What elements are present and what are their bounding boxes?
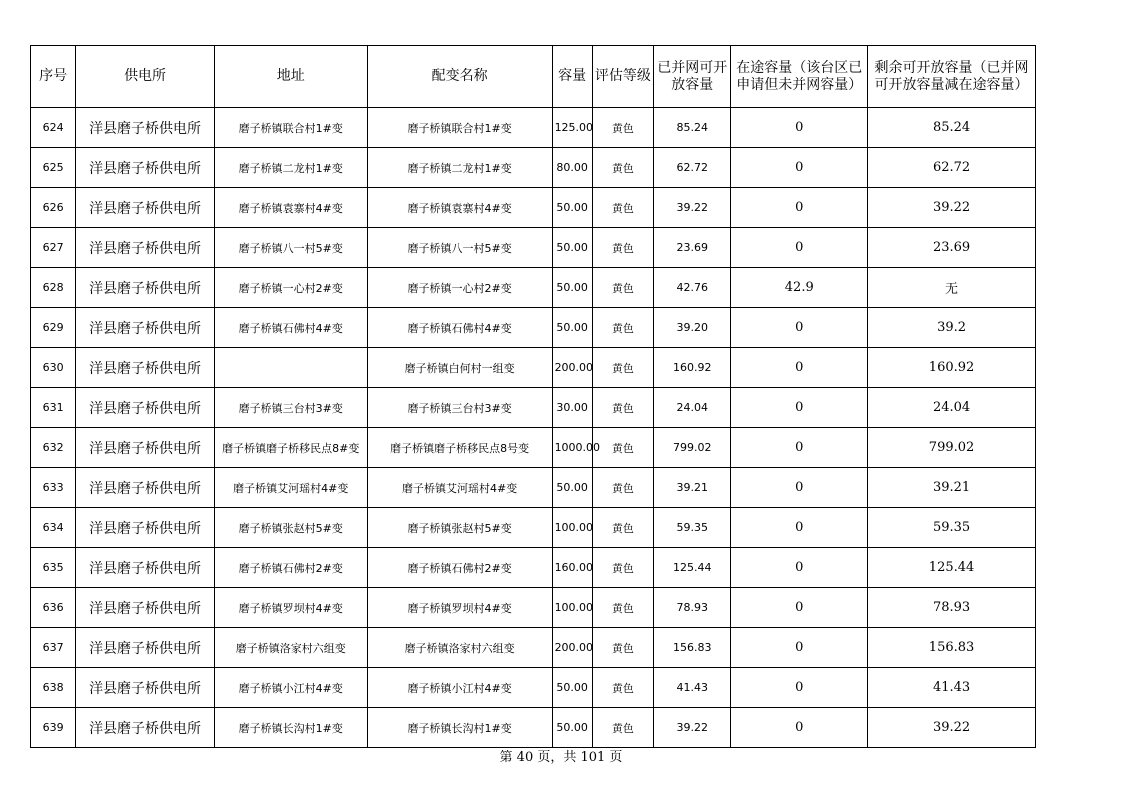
- cell-transformer-name: 磨子桥镇磨子桥移民点8号变: [367, 428, 552, 468]
- cell-office: 洋县磨子桥供电所: [76, 548, 215, 588]
- table-row: [31, 628, 1036, 668]
- cell-transformer-name: 磨子桥镇洛家村六组变: [367, 628, 552, 668]
- cell-transit-capacity: 0: [731, 148, 868, 188]
- cell-address: 磨子桥镇石佛村4#变: [214, 308, 367, 348]
- cell-remaining-capacity: 85.24: [868, 108, 1036, 148]
- cell-remaining-capacity: 23.69: [868, 228, 1036, 268]
- header-open-capacity: 已并网可开放容量: [654, 46, 731, 108]
- cell-office: 洋县磨子桥供电所: [76, 468, 215, 508]
- cell-open-capacity: 62.72: [654, 148, 731, 188]
- cell-open-capacity: 59.35: [654, 508, 731, 548]
- cell-address: 磨子桥镇罗坝村4#变: [214, 588, 367, 628]
- cell-open-capacity: 39.20: [654, 308, 731, 348]
- cell-office: 洋县磨子桥供电所: [76, 508, 215, 548]
- cell-remaining-capacity: 无: [868, 268, 1036, 308]
- cell-remaining-capacity: 156.83: [868, 628, 1036, 668]
- cell-capacity: 200.00: [552, 348, 592, 388]
- cell-office: 洋县磨子桥供电所: [76, 388, 215, 428]
- cell-grade: 黄色: [592, 468, 653, 508]
- table-header-row: [31, 46, 1036, 108]
- cell-open-capacity: 24.04: [654, 388, 731, 428]
- cell-serial: 629: [31, 308, 76, 348]
- header-office: 供电所: [76, 46, 215, 108]
- cell-open-capacity: 78.93: [654, 588, 731, 628]
- cell-capacity: 50.00: [552, 668, 592, 708]
- cell-remaining-capacity: 39.22: [868, 188, 1036, 228]
- cell-transit-capacity: 0: [731, 228, 868, 268]
- cell-office: 洋县磨子桥供电所: [76, 268, 215, 308]
- cell-grade: 黄色: [592, 308, 653, 348]
- cell-transit-capacity: 0: [731, 348, 868, 388]
- cell-transit-capacity: 0: [731, 628, 868, 668]
- cell-capacity: 200.00: [552, 628, 592, 668]
- cell-grade: 黄色: [592, 148, 653, 188]
- cell-open-capacity: 41.43: [654, 668, 731, 708]
- cell-grade: 黄色: [592, 708, 653, 748]
- cell-address: 磨子桥镇长沟村1#变: [214, 708, 367, 748]
- cell-office: 洋县磨子桥供电所: [76, 348, 215, 388]
- cell-transit-capacity: 0: [731, 468, 868, 508]
- cell-transformer-name: 磨子桥镇二龙村1#变: [367, 148, 552, 188]
- cell-open-capacity: 156.83: [654, 628, 731, 668]
- cell-grade: 黄色: [592, 668, 653, 708]
- table-row: [31, 708, 1036, 748]
- cell-open-capacity: 42.76: [654, 268, 731, 308]
- cell-transformer-name: 磨子桥镇石佛村2#变: [367, 548, 552, 588]
- cell-transit-capacity: 42.9: [731, 268, 868, 308]
- cell-transformer-name: 磨子桥镇小江村4#变: [367, 668, 552, 708]
- cell-transit-capacity: 0: [731, 708, 868, 748]
- cell-office: 洋县磨子桥供电所: [76, 108, 215, 148]
- header-transformer-name: 配变名称: [367, 46, 552, 108]
- cell-grade: 黄色: [592, 268, 653, 308]
- header-transit-capacity: 在途容量（该台区已申请但未并网容量）: [731, 46, 868, 108]
- cell-office: 洋县磨子桥供电所: [76, 228, 215, 268]
- cell-address: 磨子桥镇联合村1#变: [214, 108, 367, 148]
- cell-serial: 628: [31, 268, 76, 308]
- cell-grade: 黄色: [592, 548, 653, 588]
- table-row: [31, 348, 1036, 388]
- cell-transformer-name: 磨子桥镇艾河瑶村4#变: [367, 468, 552, 508]
- cell-serial: 638: [31, 668, 76, 708]
- cell-open-capacity: 39.22: [654, 708, 731, 748]
- cell-grade: 黄色: [592, 188, 653, 228]
- cell-address: 磨子桥镇洛家村六组变: [214, 628, 367, 668]
- cell-address: 磨子桥镇八一村5#变: [214, 228, 367, 268]
- cell-office: 洋县磨子桥供电所: [76, 308, 215, 348]
- table-row: [31, 428, 1036, 468]
- table-row: [31, 508, 1036, 548]
- cell-open-capacity: 799.02: [654, 428, 731, 468]
- header-serial: 序号: [31, 46, 76, 108]
- cell-remaining-capacity: 125.44: [868, 548, 1036, 588]
- cell-serial: 625: [31, 148, 76, 188]
- cell-grade: 黄色: [592, 508, 653, 548]
- cell-serial: 631: [31, 388, 76, 428]
- cell-transformer-name: 磨子桥镇袁寨村4#变: [367, 188, 552, 228]
- cell-office: 洋县磨子桥供电所: [76, 708, 215, 748]
- cell-capacity: 100.00: [552, 508, 592, 548]
- cell-capacity: 30.00: [552, 388, 592, 428]
- table-row: [31, 548, 1036, 588]
- cell-transit-capacity: 0: [731, 428, 868, 468]
- cell-remaining-capacity: 24.04: [868, 388, 1036, 428]
- cell-remaining-capacity: 799.02: [868, 428, 1036, 468]
- cell-address: 磨子桥镇张赵村5#变: [214, 508, 367, 548]
- cell-open-capacity: 39.21: [654, 468, 731, 508]
- cell-capacity: 160.00: [552, 548, 592, 588]
- cell-grade: 黄色: [592, 428, 653, 468]
- cell-capacity: 50.00: [552, 228, 592, 268]
- cell-transit-capacity: 0: [731, 188, 868, 228]
- cell-capacity: 50.00: [552, 468, 592, 508]
- cell-address: 磨子桥镇磨子桥移民点8#变: [214, 428, 367, 468]
- cell-address: 磨子桥镇石佛村2#变: [214, 548, 367, 588]
- cell-transit-capacity: 0: [731, 588, 868, 628]
- cell-office: 洋县磨子桥供电所: [76, 188, 215, 228]
- table-row: [31, 108, 1036, 148]
- cell-grade: 黄色: [592, 108, 653, 148]
- table-row: [31, 268, 1036, 308]
- cell-transformer-name: 磨子桥镇张赵村5#变: [367, 508, 552, 548]
- table-row: [31, 468, 1036, 508]
- table-row: [31, 308, 1036, 348]
- table-row: [31, 588, 1036, 628]
- cell-office: 洋县磨子桥供电所: [76, 628, 215, 668]
- cell-remaining-capacity: 62.72: [868, 148, 1036, 188]
- cell-address: 磨子桥镇袁寨村4#变: [214, 188, 367, 228]
- cell-transit-capacity: 0: [731, 668, 868, 708]
- cell-capacity: 125.00: [552, 108, 592, 148]
- cell-remaining-capacity: 160.92: [868, 348, 1036, 388]
- cell-transit-capacity: 0: [731, 388, 868, 428]
- cell-serial: 639: [31, 708, 76, 748]
- page-footer: 第 40 页，共 101 页: [499, 750, 623, 765]
- cell-grade: 黄色: [592, 588, 653, 628]
- cell-open-capacity: 85.24: [654, 108, 731, 148]
- cell-address: 磨子桥镇小江村4#变: [214, 668, 367, 708]
- cell-address: 磨子桥镇二龙村1#变: [214, 148, 367, 188]
- cell-grade: 黄色: [592, 228, 653, 268]
- cell-transformer-name: 磨子桥镇联合村1#变: [367, 108, 552, 148]
- cell-transformer-name: 磨子桥镇石佛村4#变: [367, 308, 552, 348]
- cell-remaining-capacity: 39.22: [868, 708, 1036, 748]
- cell-serial: 633: [31, 468, 76, 508]
- cell-remaining-capacity: 39.21: [868, 468, 1036, 508]
- cell-office: 洋县磨子桥供电所: [76, 668, 215, 708]
- table-body: [31, 108, 1036, 748]
- cell-remaining-capacity: 39.2: [868, 308, 1036, 348]
- table-row: [31, 148, 1036, 188]
- cell-transit-capacity: 0: [731, 548, 868, 588]
- cell-office: 洋县磨子桥供电所: [76, 428, 215, 468]
- cell-capacity: 1000.00: [552, 428, 592, 468]
- cell-transformer-name: 磨子桥镇长沟村1#变: [367, 708, 552, 748]
- cell-capacity: 50.00: [552, 308, 592, 348]
- cell-open-capacity: 125.44: [654, 548, 731, 588]
- cell-open-capacity: 39.22: [654, 188, 731, 228]
- cell-open-capacity: 23.69: [654, 228, 731, 268]
- cell-serial: 632: [31, 428, 76, 468]
- cell-open-capacity: 160.92: [654, 348, 731, 388]
- cell-transformer-name: 磨子桥镇八一村5#变: [367, 228, 552, 268]
- header-remaining-capacity: 剩余可开放容量（已并网可开放容量减在途容量）: [868, 46, 1036, 108]
- cell-transformer-name: 磨子桥镇三台村3#变: [367, 388, 552, 428]
- cell-address: 磨子桥镇一心村2#变: [214, 268, 367, 308]
- cell-grade: 黄色: [592, 628, 653, 668]
- cell-serial: 624: [31, 108, 76, 148]
- cell-serial: 635: [31, 548, 76, 588]
- cell-address: [214, 348, 367, 388]
- table-row: [31, 188, 1036, 228]
- cell-transit-capacity: 0: [731, 508, 868, 548]
- cell-transit-capacity: 0: [731, 108, 868, 148]
- table-row: [31, 228, 1036, 268]
- capacity-table: [30, 45, 1036, 748]
- cell-capacity: 100.00: [552, 588, 592, 628]
- cell-grade: 黄色: [592, 388, 653, 428]
- cell-capacity: 50.00: [552, 268, 592, 308]
- cell-serial: 634: [31, 508, 76, 548]
- table-row: [31, 388, 1036, 428]
- cell-remaining-capacity: 41.43: [868, 668, 1036, 708]
- header-address: 地址: [214, 46, 367, 108]
- cell-capacity: 80.00: [552, 148, 592, 188]
- cell-capacity: 50.00: [552, 188, 592, 228]
- cell-office: 洋县磨子桥供电所: [76, 148, 215, 188]
- cell-serial: 627: [31, 228, 76, 268]
- cell-transit-capacity: 0: [731, 308, 868, 348]
- cell-serial: 636: [31, 588, 76, 628]
- cell-capacity: 50.00: [552, 708, 592, 748]
- cell-transformer-name: 磨子桥镇白何村一组变: [367, 348, 552, 388]
- cell-transformer-name: 磨子桥镇罗坝村4#变: [367, 588, 552, 628]
- cell-address: 磨子桥镇三台村3#变: [214, 388, 367, 428]
- header-capacity: 容量: [552, 46, 592, 108]
- cell-remaining-capacity: 78.93: [868, 588, 1036, 628]
- cell-address: 磨子桥镇艾河瑶村4#变: [214, 468, 367, 508]
- cell-grade: 黄色: [592, 348, 653, 388]
- cell-transformer-name: 磨子桥镇一心村2#变: [367, 268, 552, 308]
- cell-serial: 637: [31, 628, 76, 668]
- cell-remaining-capacity: 59.35: [868, 508, 1036, 548]
- header-grade: 评估等级: [592, 46, 653, 108]
- cell-serial: 630: [31, 348, 76, 388]
- cell-office: 洋县磨子桥供电所: [76, 588, 215, 628]
- table-row: [31, 668, 1036, 708]
- cell-serial: 626: [31, 188, 76, 228]
